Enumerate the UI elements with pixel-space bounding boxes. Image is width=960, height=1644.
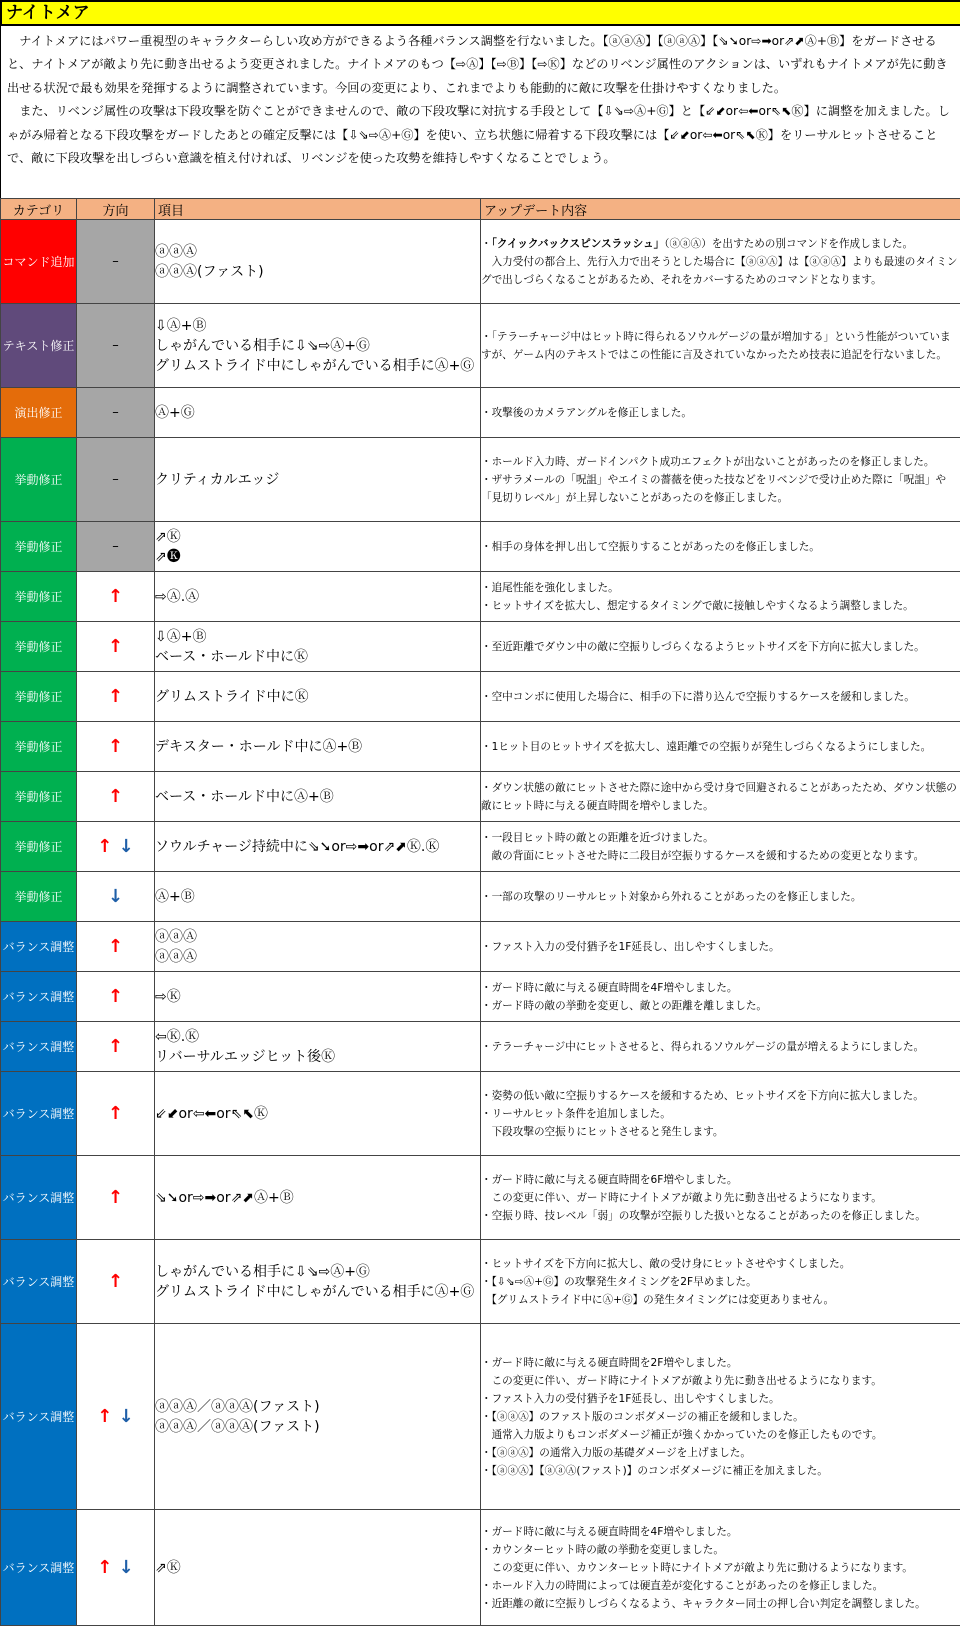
update-line: ・【ⓐⓐⒶ】【ⓐⓐⒶ(ファスト)】のコンボダメージに補正を加えました。: [481, 1464, 828, 1477]
category-cell: 挙動修正: [1, 872, 77, 922]
direction-cell: –: [77, 438, 155, 522]
move-command: ⇘➘or⇨➡or⇗⬈Ⓐ+Ⓑ: [155, 1189, 294, 1206]
category-cell: バランス調整: [1, 1022, 77, 1072]
update-line: ・空振り時、技レベル「弱」の攻撃が空振りした扱いとなることがあったのを修正しました。: [481, 1209, 926, 1222]
update-line: ・【ⓐⓐⒶ】のファスト版のコンボダメージの補正を緩和しました。: [481, 1410, 804, 1423]
intro-paragraph-2: また、リベンジ属性の攻撃は下段攻撃を防ぐことができませんので、敵の下段攻撃に対抗する手段として【⇩⇘⇨Ⓐ+Ⓖ】と【⇙⬋or⇦⬅or⇖⬉Ⓚ】に調整を加えました。しゃがみ帰着となる下段攻撃をガードしたあとの確定反撃には【⇩⇘⇨Ⓐ+Ⓖ】を使い、立ち状態に帰着する下段攻撃には【⇙⬋or⇦⬅or⇖⬉Ⓚ】をリーサルヒットさせることで、敵に下段攻撃を出しづらい意識を植え付ければ、リベンジを使った攻勢を維持しやすくなることでしょう。: [7, 104, 950, 166]
update-line: ・テラーチャージ中にヒットさせると、得られるソウルゲージの量が増えるようにしました。: [481, 1040, 925, 1053]
direction-cell: [77, 1156, 155, 1240]
update-line: ・空中コンボに使用した場合に、相手の下に潜り込んで空振りするケースを緩和しました。: [481, 690, 915, 703]
move-cell: [155, 572, 481, 622]
table-row: [1, 1156, 960, 1240]
update-cell: [481, 1510, 960, 1626]
category-cell: 挙動修正: [1, 722, 77, 772]
buff-arrow-icon: ↑: [107, 686, 124, 707]
update-cell: [481, 872, 960, 922]
move-command: しゃがんでいる相手に⇩⇘⇨Ⓐ+Ⓖ: [155, 1263, 370, 1280]
update-cell: [481, 822, 960, 872]
table-row: [1, 1022, 960, 1072]
intro-paragraph-1: ナイトメアにはパワー重視型のキャラクターらしい攻め方ができるよう各種バランス調整を行ないました。【ⓐⓐⒶ】【ⓐⓐⒶ】【⇘➘or⇨➡or⇗⬈Ⓐ+Ⓑ】をガードさせると、ナイトメアが敵より先に動き出せるよう変更されました。ナイトメアのもつ【⇨Ⓐ】【⇨Ⓑ】【⇨Ⓚ】などのリベンジ属性のアクションは、いずれもナイトメアが先に動き出せる状況で最も効果を発揮するように調整されています。今回の変更により、これまでよりも能動的に敵に攻撃を仕掛けやすくなりました。: [7, 34, 948, 95]
direction-cell: [77, 1240, 155, 1324]
category-cell: バランス調整: [1, 1510, 77, 1626]
move-cell: [155, 872, 481, 922]
header-direction: 方向: [77, 199, 155, 220]
category-cell: 演出修正: [1, 388, 77, 438]
update-line: 通常入力版よりもコンボダメージ補正が強くかかっていたのを修正したものです。: [481, 1428, 883, 1441]
nerf-arrow-icon: ↓: [118, 836, 134, 857]
nerf-arrow-icon: ↓: [118, 1557, 134, 1578]
table-row: [1, 772, 960, 822]
update-line: ・攻撃後のカメラアングルを修正しました。: [481, 406, 692, 419]
category-cell: 挙動修正: [1, 438, 77, 522]
header-item: 項目: [155, 199, 481, 220]
category-cell: バランス調整: [1, 922, 77, 972]
update-line: ・1ヒット目のヒットサイズを拡大し、遠距離での空振りが発生しづらくなるようにしました。: [481, 740, 932, 753]
move-command: ⓐⓐⒶ(ファスト): [155, 263, 264, 280]
move-cell: [155, 388, 481, 438]
update-line: ・ガード時に敵に与える硬直時間を4F増やしました。: [481, 1525, 738, 1538]
update-line: ・ヒットサイズを拡大し、想定するタイミングで敵に接触しやすくなるよう調整しました。: [481, 599, 914, 612]
table-body: [1, 220, 960, 1626]
category-cell: 挙動修正: [1, 572, 77, 622]
move-command: グリムストライド中にしゃがんでいる相手にⒶ+Ⓖ: [155, 1283, 475, 1300]
update-line: ・「テラーチャージ中はヒット時に得られるソウルゲージの量が増加する」という性能がついていますが、ゲーム内のテキストではこの性能に言及されていなかったため技表に追記を行ないました。: [481, 330, 951, 361]
buff-arrow-icon: ↑: [97, 836, 113, 857]
direction-cell: –: [77, 304, 155, 388]
update-line: ・ホールド入力の時間によっては硬直差が変化することがあったのを修正しました。: [481, 1579, 884, 1592]
move-cell: [155, 672, 481, 722]
update-cell: [481, 572, 960, 622]
table-row: [1, 722, 960, 772]
move-cell: [155, 438, 481, 522]
move-command: ⇦Ⓚ.Ⓚ: [155, 1028, 200, 1045]
buff-arrow-icon: ↑: [107, 1036, 124, 1057]
move-command: ⓐⓐⒶ: [155, 948, 197, 965]
move-command: ⓐⓐⒶ／ⓐⓐⒶ(ファスト): [155, 1418, 320, 1435]
update-cell: [481, 220, 960, 304]
move-cell: [155, 772, 481, 822]
category-cell: 挙動修正: [1, 522, 77, 572]
update-line: この変更に伴い、ガード時にナイトメアが敵より先に動き出せるようになります。: [481, 1374, 882, 1387]
intro-text: [0, 26, 960, 200]
move-cell: [155, 522, 481, 572]
category-cell: 挙動修正: [1, 772, 77, 822]
table-row: [1, 304, 960, 388]
update-cell: [481, 622, 960, 672]
buff-arrow-icon: ↑: [107, 936, 124, 957]
update-line: ・一部の攻撃のリーサルヒット対象から外れることがあったのを修正しました。: [481, 890, 862, 903]
move-command: ⇗Ⓚ: [155, 1559, 181, 1576]
move-cell: [155, 1156, 481, 1240]
update-line: ・近距離の敵に空振りしづらくなるよう、キャラクター同士の押し合い判定を調整しました。: [481, 1597, 926, 1610]
update-cell: [481, 922, 960, 972]
direction-cell: [77, 1072, 155, 1156]
table-row: [1, 1072, 960, 1156]
move-command: Ⓐ+Ⓑ: [155, 888, 195, 905]
buff-arrow-icon: ↑: [97, 1557, 113, 1578]
table-row: [1, 522, 960, 572]
table-row: [1, 438, 960, 522]
table-row: [1, 672, 960, 722]
move-command: グリムストライド中にしゃがんでいる相手にⒶ+Ⓖ: [155, 357, 475, 374]
buff-arrow-icon: ↑: [107, 1271, 124, 1292]
table-row: [1, 872, 960, 922]
move-cell: [155, 1072, 481, 1156]
update-line: ・【⇩⇘⇨Ⓐ+Ⓖ】の攻撃発生タイミングを2F早めました。: [481, 1275, 757, 1288]
update-table: [0, 198, 960, 1626]
category-cell: 挙動修正: [1, 822, 77, 872]
move-command: ベース・ホールド中にⒶ+Ⓑ: [155, 788, 334, 805]
direction-cell: [77, 872, 155, 922]
update-cell: [481, 438, 960, 522]
move-cell: [155, 1510, 481, 1626]
update-line: ・相手の身体を押し出して空振りすることがあったのを修正しました。: [481, 540, 820, 553]
category-cell: 挙動修正: [1, 622, 77, 672]
direction-cell: –: [77, 388, 155, 438]
move-command: ⇗Ⓚ: [155, 528, 181, 545]
update-line: 入力受付の都合上、先行入力で出そうとした場合に【ⓐⓐⒶ】は【ⓐⓐⒶ】よりも最速のタイミングで出しづらくなることがあるため、それをカバーするためのコマンドとなります。: [481, 255, 958, 286]
move-command: リバーサルエッジヒット後Ⓚ: [155, 1048, 336, 1065]
move-command: ⇩Ⓐ+Ⓑ: [155, 317, 207, 334]
update-cell: [481, 1072, 960, 1156]
update-cell: [481, 388, 960, 438]
move-cell: [155, 1240, 481, 1324]
nerf-arrow-icon: ↓: [107, 886, 124, 907]
table-row: [1, 220, 960, 304]
move-command: ⇗🅚: [155, 548, 181, 565]
direction-cell: [77, 1324, 155, 1510]
move-cell: [155, 1324, 481, 1510]
update-cell: [481, 522, 960, 572]
category-cell: バランス調整: [1, 1072, 77, 1156]
update-line: この変更に伴い、カウンターヒット時にナイトメアが敵より先に動けるようになります。: [481, 1561, 913, 1574]
move-command: しゃがんでいる相手に⇩⇘⇨Ⓐ+Ⓖ: [155, 337, 370, 354]
direction-cell: [77, 972, 155, 1022]
update-cell: [481, 1324, 960, 1510]
direction-cell: [77, 672, 155, 722]
table-row: [1, 622, 960, 672]
update-line: ・ザサラメールの「呪詛」やエイミの薔薇を使った技などをリベンジで受け止めた際に「呪詛」や「見切りレベル」が上昇しないことがあったのを修正しました。: [481, 473, 947, 504]
move-command: ベース・ホールド中にⓀ: [155, 648, 309, 665]
update-line: ・ファスト入力の受付猶予を1F延長し、出しやすくしました。: [481, 1392, 780, 1405]
update-cell: [481, 304, 960, 388]
update-cell: [481, 772, 960, 822]
move-command: ⇨Ⓚ: [155, 988, 181, 1005]
character-title: ナイトメア: [0, 0, 960, 26]
direction-cell: –: [77, 220, 155, 304]
table-row: [1, 972, 960, 1022]
move-cell: [155, 722, 481, 772]
category-cell: コマンド追加: [1, 220, 77, 304]
category-cell: バランス調整: [1, 1156, 77, 1240]
direction-cell: [77, 772, 155, 822]
update-line: ・ヒットサイズを下方向に拡大し、敵の受け身にヒットさせやすくしました。: [481, 1257, 851, 1270]
buff-arrow-icon: ↑: [107, 586, 124, 607]
move-cell: [155, 922, 481, 972]
category-cell: 挙動修正: [1, 672, 77, 722]
move-command: Ⓐ+Ⓖ: [155, 404, 195, 421]
update-line: ・ガード時に敵に与える硬直時間を6F増やしました。: [481, 1173, 738, 1186]
move-cell: [155, 220, 481, 304]
table-row: [1, 1240, 960, 1324]
update-cell: [481, 1240, 960, 1324]
move-command: デキスター・ホールド中にⒶ+Ⓑ: [155, 738, 363, 755]
update-line: ・姿勢の低い敵に空振りするケースを緩和するため、ヒットサイズを下方向に拡大しました。: [481, 1089, 924, 1102]
nerf-arrow-icon: ↓: [118, 1406, 134, 1427]
table-row: [1, 572, 960, 622]
move-cell: [155, 304, 481, 388]
table-row: [1, 822, 960, 872]
update-line: この変更に伴い、ガード時にナイトメアが敵より先に動き出せるようになります。: [481, 1191, 882, 1204]
table-row: [1, 1324, 960, 1510]
update-line: ・「クイックバックスピンスラッシュ」（ⓐⓐⒶ）を出すための別コマンドを作成しました。: [481, 237, 914, 250]
category-cell: テキスト修正: [1, 304, 77, 388]
move-cell: [155, 622, 481, 672]
table-row: [1, 388, 960, 438]
buff-arrow-icon: ↑: [107, 636, 124, 657]
direction-cell: [77, 1022, 155, 1072]
update-cell: [481, 722, 960, 772]
buff-arrow-icon: ↑: [107, 1187, 124, 1208]
move-command: ソウルチャージ持続中に⇘➘or⇨➡or⇗⬈Ⓚ.Ⓚ: [155, 838, 440, 855]
update-cell: [481, 1022, 960, 1072]
update-cell: [481, 672, 960, 722]
buff-arrow-icon: ↑: [107, 786, 124, 807]
update-line: ・ダウン状態の敵にヒットさせた際に途中から受け身で回避されることがあったため、ダウン状態の敵にヒット時に与える硬直時間を増やしました。: [481, 781, 957, 812]
move-command: クリティカルエッジ: [155, 471, 280, 488]
buff-arrow-icon: ↑: [107, 1103, 124, 1124]
update-line: ・リーサルヒット条件を追加しました。: [481, 1107, 671, 1120]
update-line: ・ガード時に敵に与える硬直時間を2F増やしました。: [481, 1356, 738, 1369]
update-line: ・一段目ヒット時の敵との距離を近づけました。: [481, 831, 714, 844]
update-line: ・カウンターヒット時の敵の挙動を変更しました。: [481, 1543, 724, 1556]
buff-arrow-icon: ↑: [107, 736, 124, 757]
move-cell: [155, 822, 481, 872]
update-cell: [481, 972, 960, 1022]
update-line: ・ガード時に敵に与える硬直時間を4F増やしました。: [481, 981, 738, 994]
direction-cell: [77, 922, 155, 972]
table-row: [1, 922, 960, 972]
move-cell: [155, 1022, 481, 1072]
update-line: 下段攻撃の空振りにヒットさせると発生します。: [481, 1125, 724, 1138]
table-header-row: [1, 199, 960, 220]
direction-cell: [77, 1510, 155, 1626]
direction-cell: [77, 822, 155, 872]
move-command: ⇨Ⓐ.Ⓐ: [155, 588, 200, 605]
table-row: [1, 1510, 960, 1626]
header-update: アップデート内容: [481, 199, 960, 220]
move-command: ⓐⓐⒶ／ⓐⓐⒶ(ファスト): [155, 1398, 320, 1415]
header-category: カテゴリ: [1, 199, 77, 220]
direction-cell: –: [77, 522, 155, 572]
move-cell: [155, 972, 481, 1022]
move-command: ⓐⓐⒶ: [155, 243, 197, 260]
update-line: ・【ⓐⓐⒶ】の通常入力版の基礎ダメージを上げました。: [481, 1446, 751, 1459]
category-cell: バランス調整: [1, 972, 77, 1022]
category-cell: バランス調整: [1, 1324, 77, 1510]
update-line: ・ファスト入力の受付猶予を1F延長し、出しやすくしました。: [481, 940, 780, 953]
move-command: ⓐⓐⒶ: [155, 928, 197, 945]
buff-arrow-icon: ↑: [107, 986, 124, 1007]
move-command: グリムストライド中にⓀ: [155, 688, 309, 705]
buff-arrow-icon: ↑: [97, 1406, 113, 1427]
update-line: ・至近距離でダウン中の敵に空振りしづらくなるようヒットサイズを下方向に拡大しました。: [481, 640, 925, 653]
direction-cell: [77, 572, 155, 622]
move-command: ⇩Ⓐ+Ⓑ: [155, 628, 207, 645]
update-cell: [481, 1156, 960, 1240]
move-name-emphasis: 「クイックバックスピンスラッシュ」: [491, 237, 665, 250]
update-line: ・ガード時の敵の挙動を変更し、敵との距離を離しました。: [481, 999, 768, 1012]
update-line: ・追尾性能を強化しました。: [481, 581, 619, 594]
direction-cell: [77, 722, 155, 772]
direction-cell: [77, 622, 155, 672]
update-line: 【グリムストライド中にⒶ+Ⓖ】の発生タイミングには変更ありません。: [481, 1293, 835, 1306]
move-command: ⇙⬋or⇦⬅or⇖⬉Ⓚ: [155, 1105, 269, 1122]
update-line: ・ホールド入力時、ガードインパクト成功エフェクトが出ないことがあったのを修正しました。: [481, 455, 935, 468]
update-line: 敵の背面にヒットさせた時に二段目が空振りするケースを緩和するための変更となります。: [481, 849, 925, 862]
category-cell: バランス調整: [1, 1240, 77, 1324]
